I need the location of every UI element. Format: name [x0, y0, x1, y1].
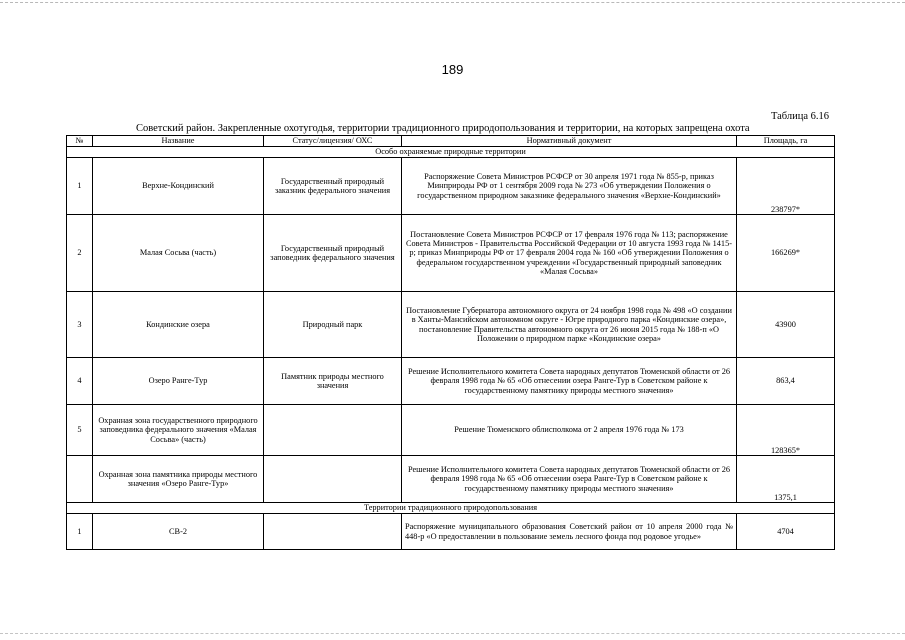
row-number	[67, 456, 93, 503]
row-document: Распоряжение муниципального образования Советский район от 10 апреля 2000 года № 448-р «О предоставлении в пользование земель лесного фонда под родовое угодье»	[402, 514, 737, 550]
row-status: Государственный природный заповедник федерального значения	[264, 215, 402, 292]
table-row	[67, 292, 835, 358]
row-number: 3	[67, 292, 93, 358]
table-row	[67, 514, 835, 550]
row-document: Постановление Совета Министров РСФСР от 17 февраля 1976 года № 113; распоряжение Совета Министров - Правительства Российской Федерации от 10 августа 1993 года № 1415-р; приказ Минприроды РФ от 17 февраля 2004 года № 160 «Об утверждении Положения о федеральном государственном учреждении «Государственный природный заповедник «Малая Сосьва»	[402, 215, 737, 292]
row-status: Государственный природный заказник федерального значения	[264, 158, 402, 215]
section-row	[67, 503, 835, 514]
row-document: Решение Тюменского облисполкома от 2 апреля 1976 года № 173	[402, 405, 737, 456]
row-name: Кондинские озера	[93, 292, 264, 358]
row-name: Охранная зона государственного природного заповедника федерального значения «Малая Сосьва» (часть)	[93, 405, 264, 456]
table-header-row	[67, 136, 835, 147]
row-number: 1	[67, 514, 93, 550]
row-number: 5	[67, 405, 93, 456]
row-area: 43900	[737, 292, 835, 358]
row-document: Решение Исполнительного комитета Совета народных депутатов Тюменской области от 26 февраля 1998 года № 65 «Об отнесении озера Ранге-Тур в Советском районе к государственному памятнику природы местного значения»	[402, 358, 737, 405]
row-name: Охранная зона памятника природы местного значения «Озеро Ранге-Тур»	[93, 456, 264, 503]
row-area: 863,4	[737, 358, 835, 405]
row-name: Озеро Ранге-Тур	[93, 358, 264, 405]
row-status: Памятник природы местного значения	[264, 358, 402, 405]
row-status	[264, 514, 402, 550]
scan-edge-top	[0, 2, 905, 3]
row-number: 1	[67, 158, 93, 215]
table-row	[67, 405, 835, 456]
table-row	[67, 158, 835, 215]
header-name: Название	[93, 136, 264, 147]
row-area: 166269*	[737, 215, 835, 292]
row-area: 4704	[737, 514, 835, 550]
row-status	[264, 456, 402, 503]
row-name: Малая Сосьва (часть)	[93, 215, 264, 292]
row-status	[264, 405, 402, 456]
row-name: СВ-2	[93, 514, 264, 550]
table-row	[67, 456, 835, 503]
row-name: Верхне-Кондинский	[93, 158, 264, 215]
row-number: 2	[67, 215, 93, 292]
header-document: Нормативный документ	[402, 136, 737, 147]
section-row	[67, 147, 835, 158]
row-document: Распоряжение Совета Министров РСФСР от 30 апреля 1971 года № 855-р, приказ Минприроды РФ от 1 сентября 2009 года № 273 «Об утверждении Положения о государственном природном заказнике федерального значения «Верхне-Кондинский»	[402, 158, 737, 215]
row-area: 1375,1	[737, 456, 835, 503]
row-area: 238797*	[737, 158, 835, 215]
row-area: 128365*	[737, 405, 835, 456]
hunting-grounds-table	[66, 135, 835, 550]
section-title: Особо охраняемые природные территории	[67, 147, 835, 158]
header-number: №	[67, 136, 93, 147]
row-document: Постановление Губернатора автономного округа от 24 ноября 1998 года № 498 «О создании в Ханты-Мансийском автономном округе - Югре природного парка «Кондинские озера», постановление Правительства автономного округа от 26 июня 2015 года № 188-п «О Положении о природном парке «Кондинские озера»	[402, 292, 737, 358]
header-status: Статус/лицензия/ ОХС	[264, 136, 402, 147]
row-number: 4	[67, 358, 93, 405]
row-document: Решение Исполнительного комитета Совета народных депутатов Тюменской области от 26 февраля 1998 года № 65 «Об отнесении озера Ранге-Тур в Советском районе к государственному памятнику природы местного значения»	[402, 456, 737, 503]
scan-edge-bottom	[0, 633, 905, 634]
table-row	[67, 358, 835, 405]
table-row	[67, 215, 835, 292]
table-label: Таблица 6.16	[770, 111, 829, 122]
header-area: Площадь, га	[737, 136, 835, 147]
table-caption: Советский район. Закрепленные охотугодья, территории традиционного природопользования и территории, на которых запрещена охота	[136, 123, 750, 134]
page-number: 189	[441, 62, 464, 77]
section-title: Территории традиционного природопользования	[67, 503, 835, 514]
row-status: Природный парк	[264, 292, 402, 358]
